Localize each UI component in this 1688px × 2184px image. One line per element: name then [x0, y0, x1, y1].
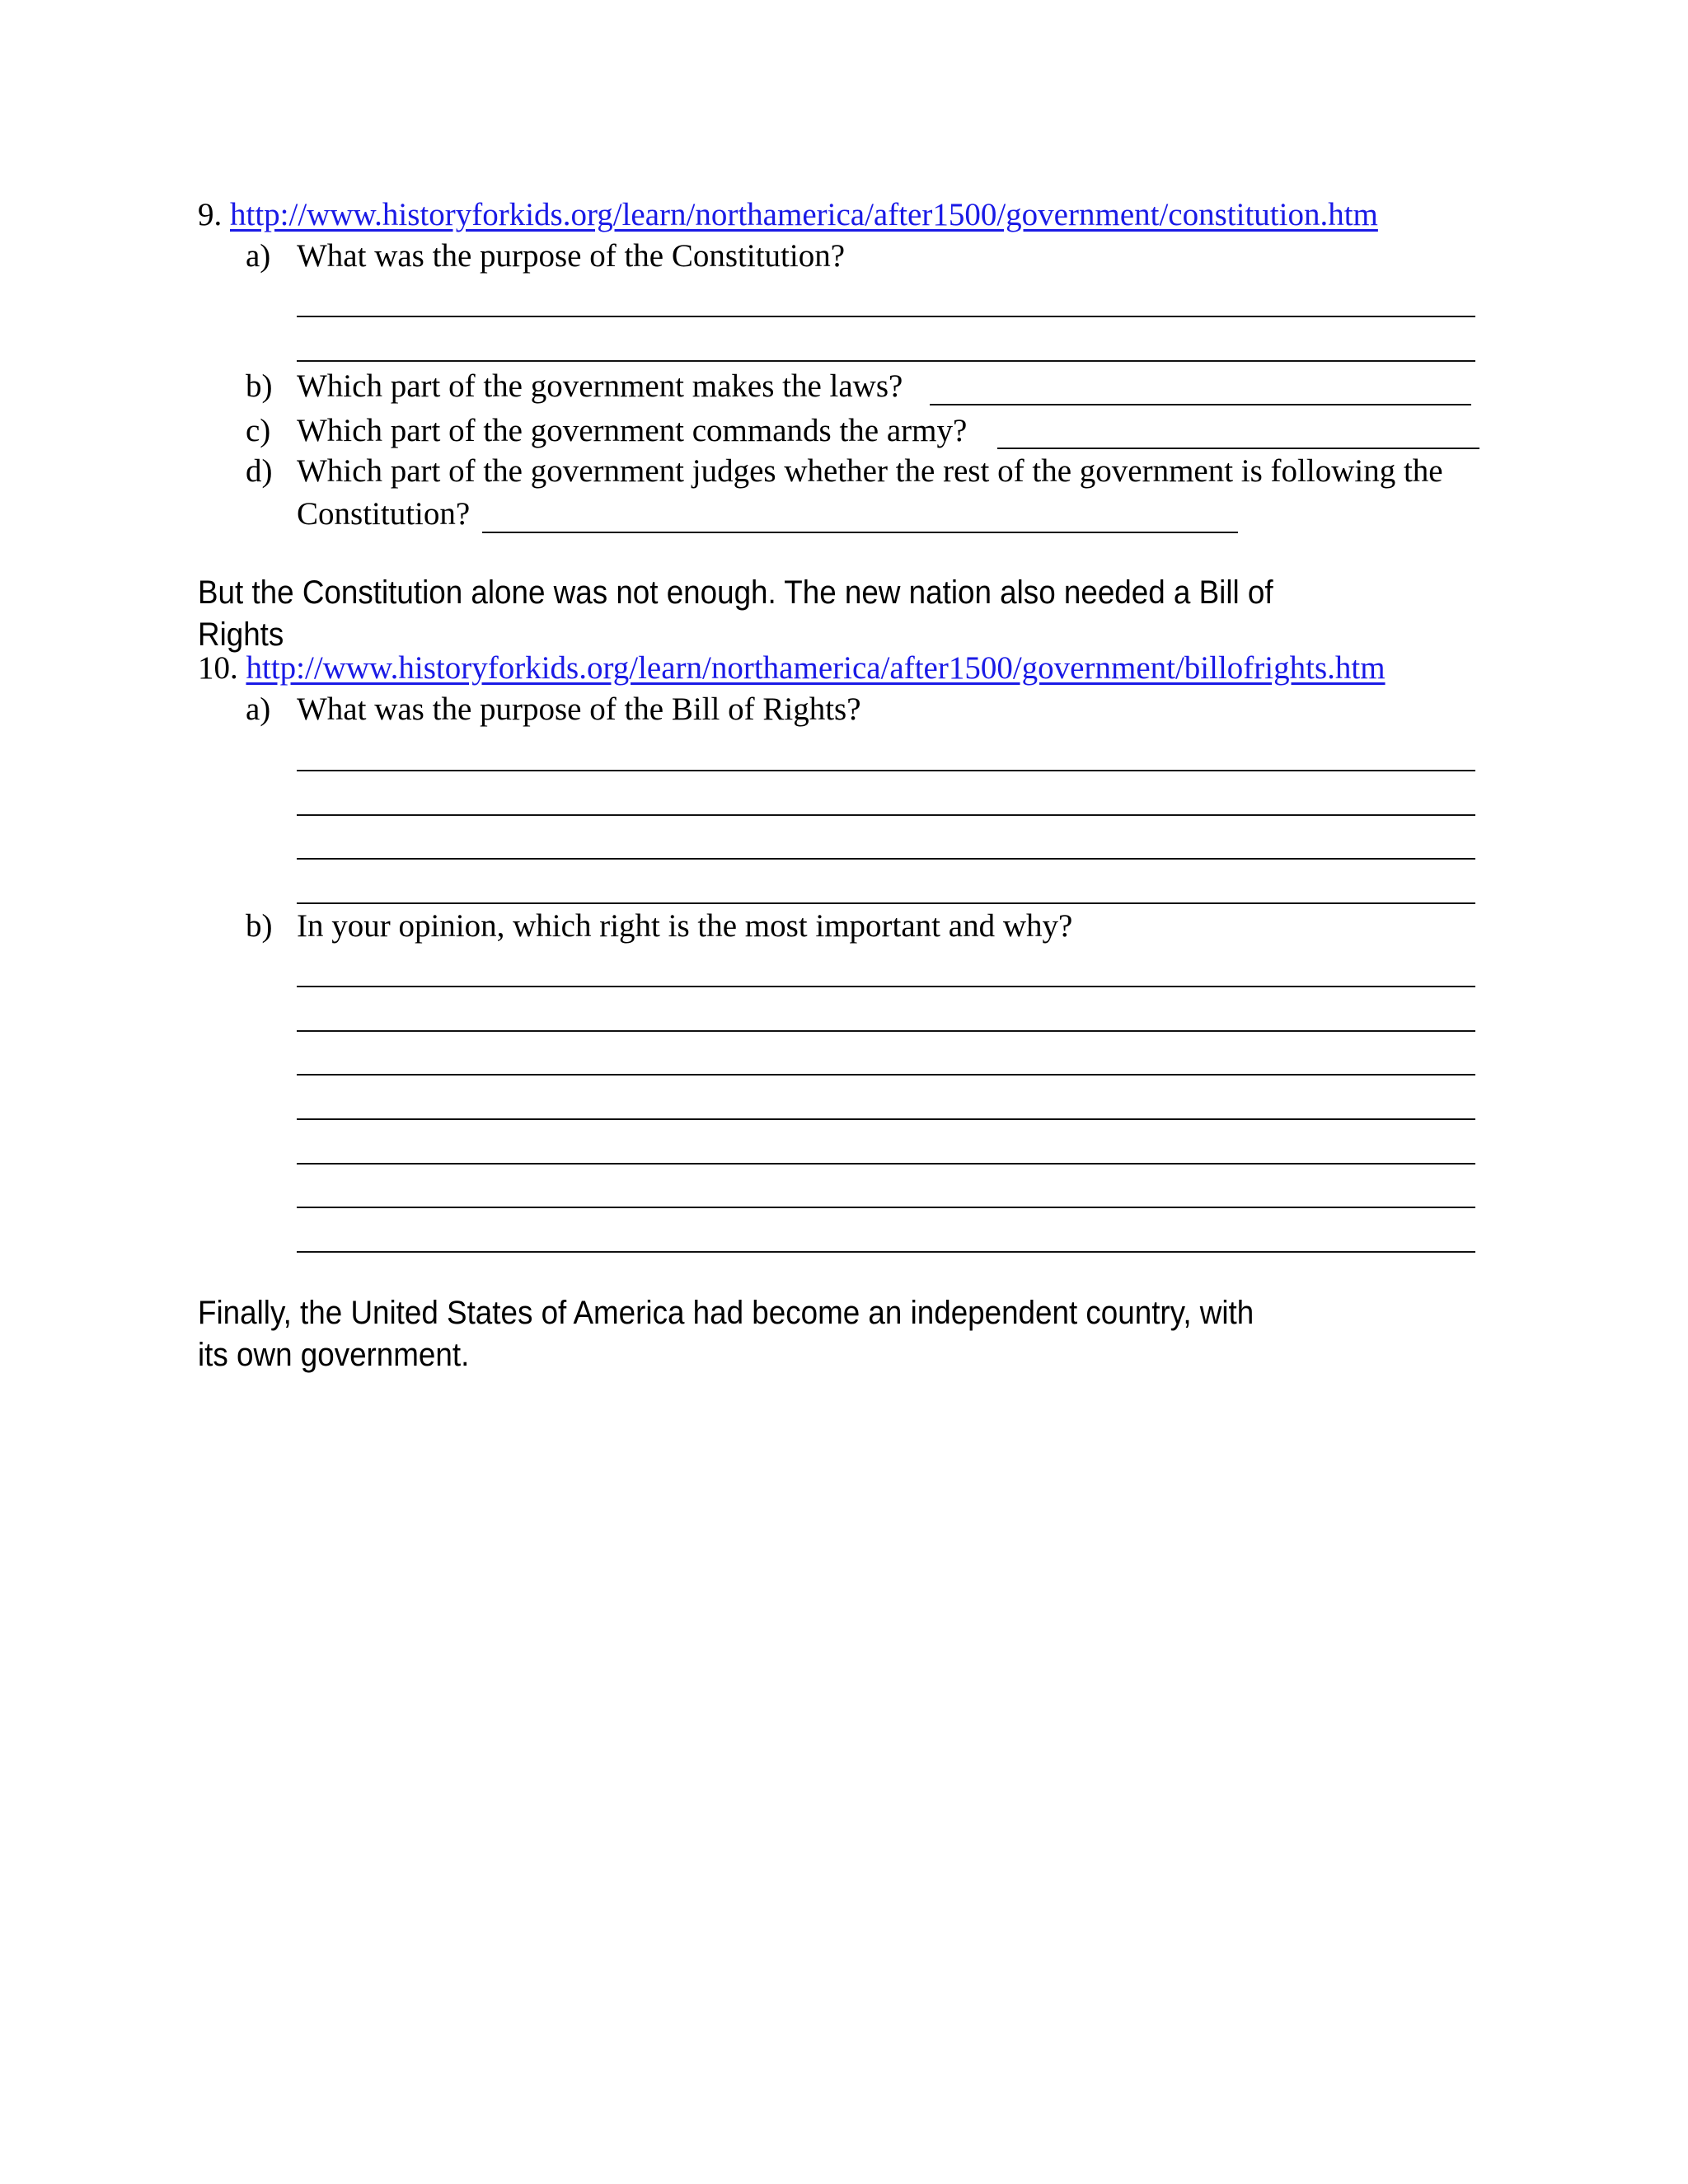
answer-line-9a-2[interactable]: [297, 360, 1475, 362]
question-9d-label: d): [246, 453, 273, 489]
answer-line-10b-2[interactable]: [297, 1030, 1475, 1032]
answer-line-10a-4[interactable]: [297, 902, 1475, 904]
answer-line-10b-1[interactable]: [297, 986, 1475, 987]
answer-line-10b-7[interactable]: [297, 1251, 1475, 1253]
transition-note: But the Constitution alone was not enough. The new nation also needed a Bill of Rights: [198, 574, 1273, 653]
answer-line-9c[interactable]: [997, 448, 1479, 449]
question-10b-text: In your opinion, which right is the most important and why?: [297, 908, 1073, 944]
answer-line-10a-1[interactable]: [297, 770, 1475, 771]
question-10a-label: a): [246, 691, 271, 727]
question-10-heading: [198, 649, 1386, 687]
question-9-heading: [198, 196, 1378, 234]
answer-line-10b-6[interactable]: [297, 1207, 1475, 1208]
question-9d-text-line-1: Which part of the government judges whether the rest of the government is following the: [297, 453, 1443, 489]
answer-line-9b[interactable]: [930, 404, 1471, 405]
question-10-link[interactable]: http://www.historyforkids.org/learn/northamerica/after1500/government/billofrights.htm: [246, 650, 1386, 686]
question-9c-text: Which part of the government commands the army?: [297, 413, 968, 448]
question-9-number: 9.: [198, 197, 223, 232]
closing-note: Finally, the United States of America had become an independent country, with its own government.: [198, 1295, 1254, 1373]
answer-line-10b-5[interactable]: [297, 1163, 1475, 1165]
answer-line-10a-2[interactable]: [297, 814, 1475, 816]
question-9a-text: What was the purpose of the Constitution?: [297, 238, 846, 274]
answer-line-9a-1[interactable]: [297, 316, 1475, 317]
question-10b-label: b): [246, 908, 273, 944]
question-10-number: 10.: [198, 650, 238, 686]
question-9-link[interactable]: http://www.historyforkids.org/learn/northamerica/after1500/government/constitution.htm: [230, 197, 1378, 232]
question-9c-label: c): [246, 413, 271, 448]
answer-line-9d[interactable]: [482, 532, 1238, 533]
question-10a-text: What was the purpose of the Bill of Rights?: [297, 691, 861, 727]
question-9a-label: a): [246, 238, 271, 274]
answer-line-10a-3[interactable]: [297, 858, 1475, 860]
question-9b-label: b): [246, 368, 273, 404]
question-9b-text: Which part of the government makes the laws?: [297, 368, 903, 404]
answer-line-10b-4[interactable]: [297, 1118, 1475, 1120]
answer-line-10b-3[interactable]: [297, 1074, 1475, 1076]
question-9d-text-line-2: Constitution?: [297, 496, 471, 532]
